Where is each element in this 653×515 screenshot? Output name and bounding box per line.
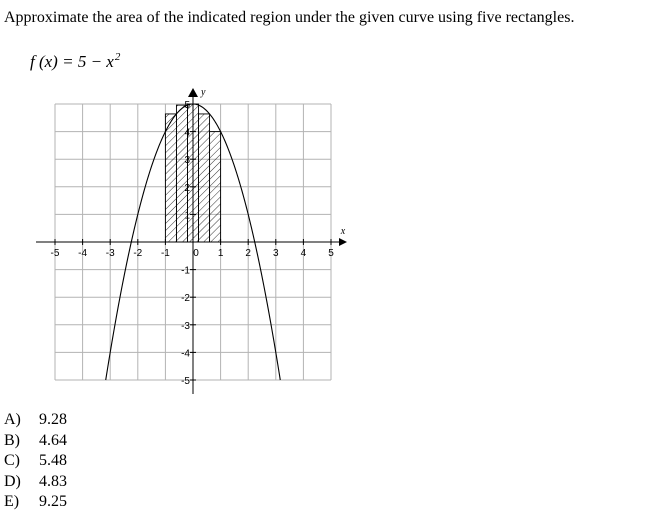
x-tick-label: 2: [245, 248, 251, 259]
y-tick-label: -4: [181, 348, 190, 360]
riemann-rectangle: [199, 114, 210, 242]
x-tick-label: -4: [78, 248, 88, 259]
y-tick-label: -5: [181, 376, 190, 387]
x-tick-label: 3: [273, 248, 279, 259]
riemann-rectangle: [165, 114, 176, 242]
riemann-rectangle: [210, 132, 221, 242]
function-formula: [30, 52, 120, 72]
riemann-rectangle: [176, 105, 187, 242]
question-text: Approximate the area of the indicated region under the given curve using five rectangles.: [4, 9, 575, 26]
x-tick-label: -3: [105, 248, 115, 259]
choice-e[interactable]: [4, 492, 67, 513]
y-tick-label: 5: [184, 100, 190, 111]
choice-letter: D): [4, 472, 21, 490]
choice-value: 9.28: [39, 411, 67, 428]
choice-letter: B): [4, 431, 20, 449]
y-tick-label: -1: [181, 265, 190, 277]
x-tick-label: -2: [133, 248, 143, 259]
choice-value: 5.48: [39, 452, 67, 469]
y-tick-label: -3: [181, 320, 190, 332]
choice-value: 4.83: [39, 472, 67, 490]
x-tick-label: 1: [217, 248, 224, 259]
choice-a[interactable]: [4, 410, 67, 431]
x-axis-arrow-icon: [339, 238, 347, 246]
function-graph: [34, 86, 354, 402]
answer-choices: [4, 410, 67, 513]
y-tick-label: -2: [181, 293, 190, 305]
x-tick-label: 4: [300, 248, 307, 259]
choice-value: 4.64: [39, 431, 67, 449]
choice-value: 9.25: [39, 493, 67, 510]
x-tick-label: -1: [160, 248, 170, 259]
choice-d[interactable]: [4, 472, 67, 493]
choice-c[interactable]: [4, 451, 67, 472]
choice-letter: C): [4, 452, 20, 469]
choice-b[interactable]: [4, 431, 67, 452]
choice-letter: E): [4, 493, 20, 510]
y-tick-label: 3: [184, 155, 190, 167]
function-lhs: f (x) = 5 − x: [30, 52, 114, 71]
x-axis-label: x: [340, 226, 346, 237]
choice-letter: A): [4, 411, 21, 428]
x-tick-label: -5: [50, 248, 60, 259]
x-tick-label: 0: [193, 248, 199, 259]
y-tick-label: 1: [184, 210, 190, 222]
y-tick-label: 2: [184, 182, 190, 194]
function-exponent: 2: [114, 51, 121, 63]
x-tick-label: 5: [328, 248, 334, 259]
y-tick-label: 4: [184, 127, 190, 139]
y-axis-arrow-icon: [188, 88, 198, 97]
y-axis-label: y: [201, 87, 206, 98]
